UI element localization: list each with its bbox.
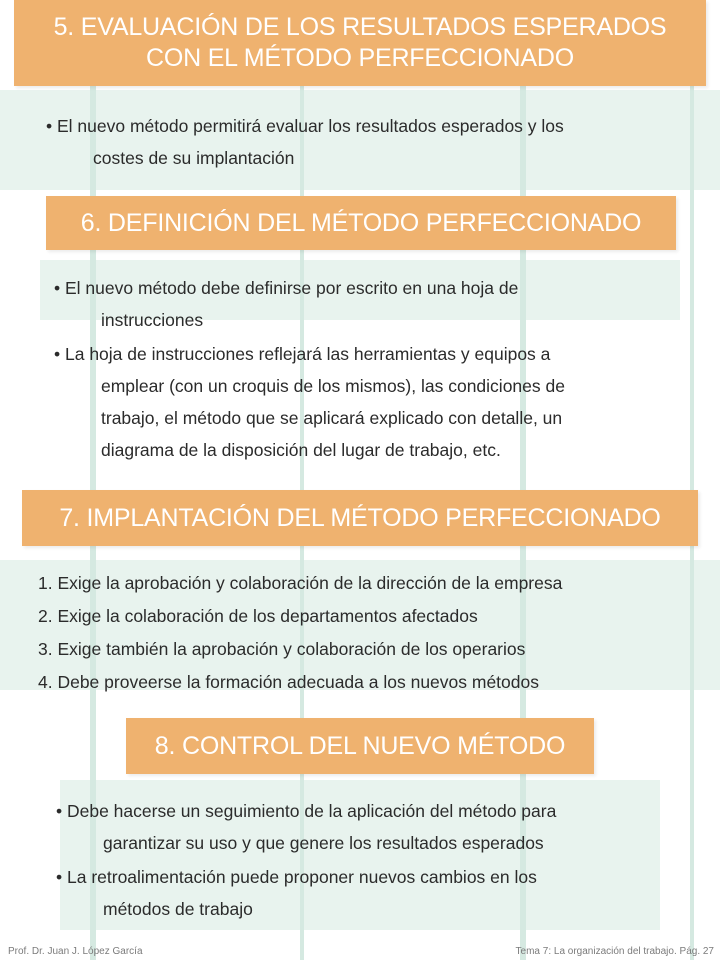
bullet-text-continued: instrucciones <box>101 310 204 330</box>
bullet-item <box>56 861 706 925</box>
list-item: 1. Exige la aprobación y colaboración de la dirección de la empresa <box>38 573 563 593</box>
section-5-body <box>46 110 706 174</box>
footer-author: Prof. Dr. Juan J. López García <box>8 946 143 957</box>
section-8-heading <box>126 718 594 774</box>
bullet-item <box>46 110 706 174</box>
bullet-text-continued: diagrama de la disposición del lugar de trabajo, etc. <box>101 440 501 460</box>
bullet-text-continued: garantizar su uso y que genere los resultados esperados <box>103 833 544 853</box>
bullet-item <box>56 795 706 859</box>
section-6-heading <box>46 196 676 250</box>
bullet-text: • El nuevo método debe definirse por escrito en una hoja de <box>54 278 519 298</box>
bullet-text: • La retroalimentación puede proponer nuevos cambios en los <box>56 867 537 887</box>
bullet-text-continued: trabajo, el método que se aplicará explicado con detalle, un <box>101 408 563 428</box>
section-6-body <box>54 272 706 466</box>
bullet-item <box>54 338 706 466</box>
bullet-item <box>54 272 706 336</box>
section-6-heading-text: 6. DEFINICIÓN DEL MÉTODO PERFECCIONADO <box>80 208 642 237</box>
bullet-text: • Debe hacerse un seguimiento de la aplicación del método para <box>56 801 557 821</box>
section-5-heading-line1: 5. EVALUACIÓN DE LOS RESULTADOS ESPERADOS <box>53 13 667 41</box>
section-8-body <box>56 795 706 925</box>
bullet-text-continued: emplear (con un croquis de los mismos), las condiciones de <box>101 376 565 396</box>
list-item: 4. Debe proveerse la formación adecuada a los nuevos métodos <box>38 672 539 692</box>
section-7-heading-text: 7. IMPLANTACIÓN DEL MÉTODO PERFECCIONADO <box>59 503 661 532</box>
bullet-text-continued: métodos de trabajo <box>103 899 253 919</box>
section-5-heading <box>14 0 706 86</box>
section-8-heading-text: 8. CONTROL DEL NUEVO MÉTODO <box>154 731 566 760</box>
bullet-text: • El nuevo método permitirá evaluar los resultados esperados y los <box>46 116 564 136</box>
bullet-text: • La hoja de instrucciones reflejará las herramientas y equipos a <box>54 344 551 364</box>
section-7-heading <box>22 490 698 546</box>
bullet-text-continued: costes de su implantación <box>93 148 295 168</box>
footer-page-info: Tema 7: La organización del trabajo. Pág. 27 <box>515 946 714 957</box>
list-item: 2. Exige la colaboración de los departamentos afectados <box>38 606 478 626</box>
list-item: 3. Exige también la aprobación y colaboración de los operarios <box>38 639 526 659</box>
section-7-body <box>38 567 710 699</box>
section-5-heading-line2: CON EL MÉTODO PERFECCIONADO <box>146 44 574 72</box>
